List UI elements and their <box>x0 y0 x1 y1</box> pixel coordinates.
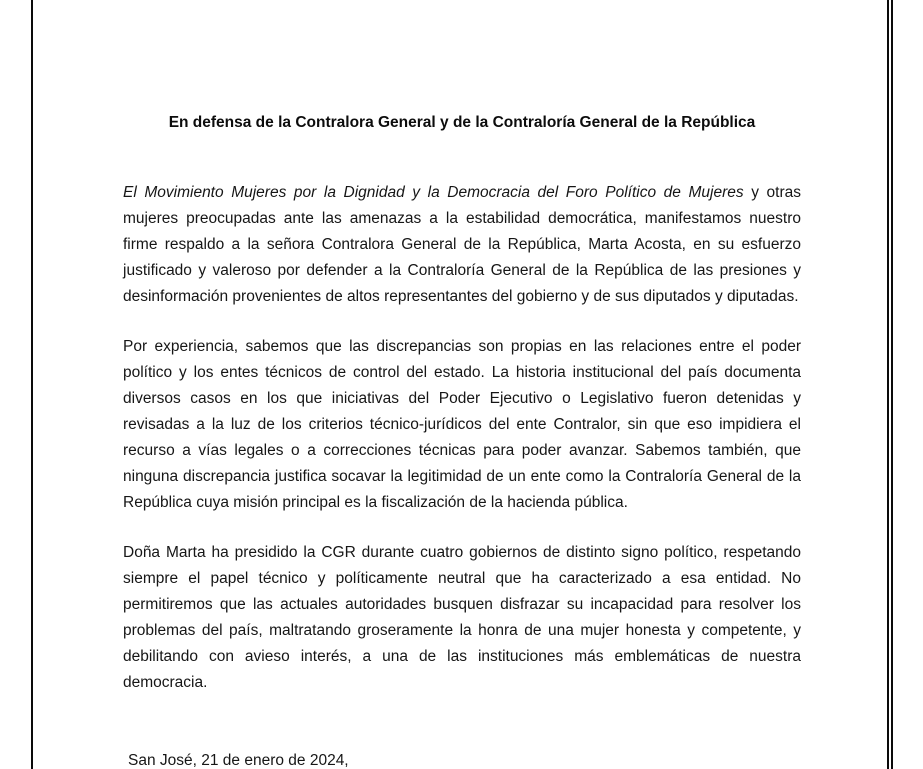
document-content <box>123 0 801 769</box>
left-scan-border-line <box>31 0 33 769</box>
paragraph-experiencia: Por experiencia, sabemos que las discrepancias son propias en las relaciones entre el poder político y los entes técnicos de control del estado. La historia institucional del país documenta diversos casos en los que iniciativas del Poder Ejecutivo o Legislativo fueron detenidas y revisadas a la luz de los criterios técnico-jurídicos del ente Contralor, sin que eso impidiera el recurso a vías legales o a correcciones técnicas para poder avanzar. Sabemos también, que ninguna discrepancia justifica socavar la legitimidad de un ente como la Contraloría General de la República cuya misión principal es la fiscalización de la hacienda pública. <box>123 338 801 511</box>
dateline: San José, 21 de enero de 2024, <box>128 752 349 769</box>
document-title: En defensa de la Contralora General y de la Contraloría General de la República <box>168 114 756 131</box>
right-scan-border-line-inner <box>891 0 893 769</box>
paragraph-dona-marta: Doña Marta ha presidido la CGR durante cuatro gobiernos de distinto signo político, respetando siempre el papel técnico y políticamente neutral que ha caracterizado a esa entidad. No permitiremos que las actuales autoridades busquen disfrazar su incapacidad para resolver los problemas del país, maltratando groseramente la honra de una mujer honesta y competente, y debilitando con avieso interés, a una de las instituciones más emblemáticas de nuestra democracia. <box>123 544 801 691</box>
movement-name-italic: El Movimiento Mujeres por la Dignidad y la Democracia del Foro Político de Mujeres <box>123 184 744 201</box>
paragraph-respaldo-rest: y otras mujeres preocupadas ante las amenazas a la estabilidad democrática, manifestamos nuestro firme respaldo a la señora Contralora General de la República, Marta Acosta, en su esfuerzo justificado y valeroso por defender a la Contraloría General de la República de las presiones y desinformación provenientes de altos representantes del gobierno y de sus diputados y diputadas. <box>123 184 801 305</box>
right-scan-border-line-outer <box>887 0 889 769</box>
paragraph-respaldo <box>123 180 801 310</box>
